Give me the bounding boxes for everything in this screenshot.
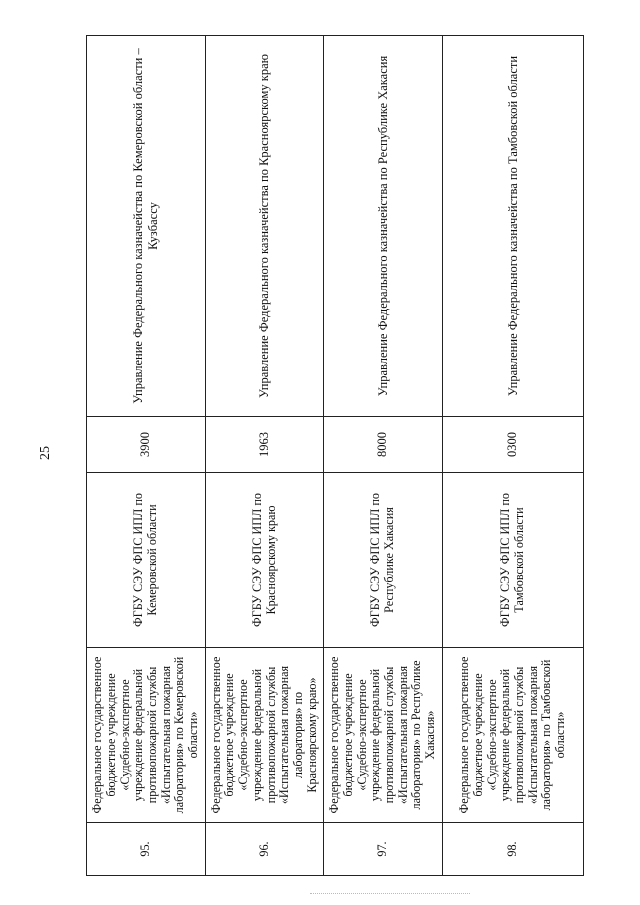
row-number: 95. (87, 823, 206, 876)
treasury-cell: Управление Федерального казначейства по Красноярскому краю (206, 36, 324, 417)
short-name-cell: ФГБУ СЭУ ФПС ИПЛ по Республике Хакасия (324, 473, 443, 648)
table-row (206, 36, 324, 876)
full-name-cell: Федеральное государственное бюджетное учреждение «Судебно-экспертное учреждение федеральной противопожарной службы «Испытательная пожарная лаборатория» по Кемеровской области» (87, 648, 206, 823)
code-cell: 8000 (324, 417, 443, 473)
page-number: 25 (38, 446, 53, 460)
row-number: 98. (443, 823, 584, 876)
rotated-table-container (86, 36, 583, 876)
code-cell: 1963 (206, 417, 324, 473)
treasury-cell: Управление Федерального казначейства по Республике Хакасия (324, 36, 443, 417)
short-name-cell: ФГБУ СЭУ ФПС ИПЛ по Кемеровской области (87, 473, 206, 648)
scan-edge-mark (310, 893, 470, 895)
full-name-cell: Федеральное государственное бюджетное учреждение «Судебно-экспертное учреждение федеральной противопожарной службы «Испытательная пожарная лаборатория» по Тамбовской области» (443, 648, 584, 823)
registry-table (86, 35, 584, 876)
full-name-cell: Федеральное государственное бюджетное учреждение «Судебно-экспертное учреждение федеральной противопожарной службы «Испытательная пожарная лаборатория» по Красноярскому краю» (206, 648, 324, 823)
row-number: 97. (324, 823, 443, 876)
code-cell: 0300 (443, 417, 584, 473)
treasury-cell: Управление Федерального казначейства по Тамбовской области (443, 36, 584, 417)
table-row (324, 36, 443, 876)
treasury-cell: Управление Федерального казначейства по Кемеровской области – Кузбассу (87, 36, 206, 417)
row-number: 96. (206, 823, 324, 876)
code-cell: 3900 (87, 417, 206, 473)
table-row (87, 36, 206, 876)
table-row (443, 36, 584, 876)
full-name-cell: Федеральное государственное бюджетное учреждение «Судебно-экспертное учреждение федеральной противопожарной службы «Испытательная пожарная лаборатория» по Республике Хакасия» (324, 648, 443, 823)
short-name-cell: ФГБУ СЭУ ФПС ИПЛ по Тамбовской области (443, 473, 584, 648)
short-name-cell: ФГБУ СЭУ ФПС ИПЛ по Красноярскому краю (206, 473, 324, 648)
